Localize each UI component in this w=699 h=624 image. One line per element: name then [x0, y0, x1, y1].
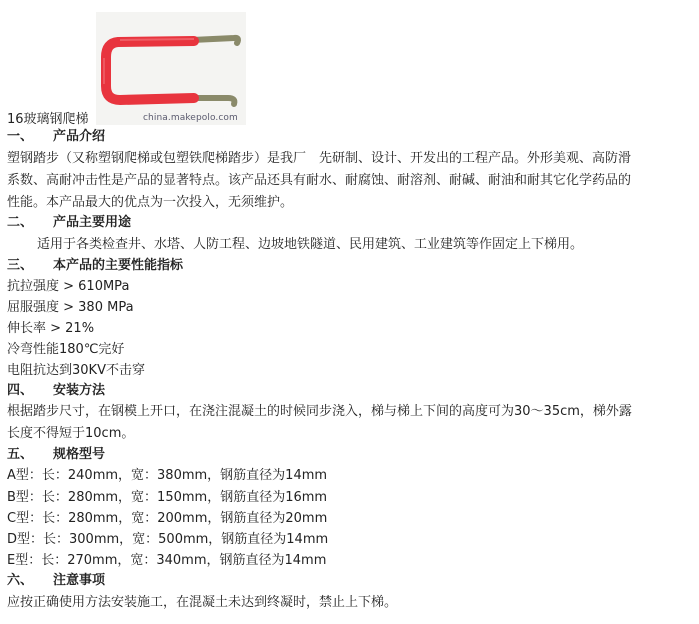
spec-line: 抗拉强度 > 610MPa	[7, 279, 130, 294]
paragraph-line: 性能。本产品最大的优点为一次投入，无须维护。	[7, 195, 294, 210]
spec-line: 冷弯性能180℃完好	[7, 342, 125, 357]
section-heading-5: 五、 规格型号	[7, 447, 106, 462]
product-photo	[96, 12, 246, 125]
section-heading-6: 六、 注意事项	[7, 573, 106, 588]
spec-row-b: B型：长：280mm，宽：150mm，钢筋直径为16mm	[7, 490, 328, 505]
paragraph-line: 系数、高耐冲击性是产品的显著特点。该产品还具有耐水、耐腐蚀、耐溶剂、耐碱、耐油和耐其它化学药品的	[7, 173, 632, 188]
paragraph-line: 塑钢踏步（又称塑钢爬梯或包塑铁爬梯踏步）是我厂 先研制、设计、开发出的工程产品。外形美观、高防滑	[7, 151, 632, 166]
section-heading-3: 三、 本产品的主要性能指标	[7, 258, 184, 273]
section-heading-1: 一、 产品介绍	[7, 129, 106, 144]
paragraph-line: 长度不得短于10cm。	[7, 426, 135, 441]
paragraph-line: 根据踏步尺寸，在钢模上开口，在浇注混凝土的时候同步浇入，梯与梯上下间的高度可为30～35cm，梯外露	[7, 404, 632, 419]
section-heading-4: 四、 安装方法	[7, 383, 106, 398]
image-watermark: china.makepolo.com	[143, 113, 238, 123]
spec-row-a: A型：长：240mm，宽：380mm，钢筋直径为14mm	[7, 468, 328, 483]
spec-line: 电阻抗达到30KV不击穿	[7, 363, 145, 378]
spec-row-c: C型：长：280mm，宽：200mm，钢筋直径为20mm	[7, 511, 328, 526]
section-heading-2: 二、 产品主要用途	[7, 215, 132, 230]
spec-line: 屈服强度 > 380 MPa	[7, 300, 134, 315]
spec-row-e: E型：长：270mm，宽：340mm，钢筋直径为14mm	[7, 553, 327, 568]
ladder-rung-illustration	[96, 12, 246, 125]
spec-row-d: D型：长：300mm，宽：500mm，钢筋直径为14mm	[7, 532, 329, 547]
spec-line: 伸长率 > 21%	[7, 321, 95, 336]
product-caption: 16玻璃钢爬梯	[7, 112, 89, 127]
paragraph-line: 应按正确使用方法安装施工，在混凝土未达到终凝时，禁止上下梯。	[7, 595, 398, 610]
paragraph-line: 适用于各类检查井、水塔、人防工程、边坡地铁隧道、民用建筑、工业建筑等作固定上下梯用。	[37, 237, 584, 252]
